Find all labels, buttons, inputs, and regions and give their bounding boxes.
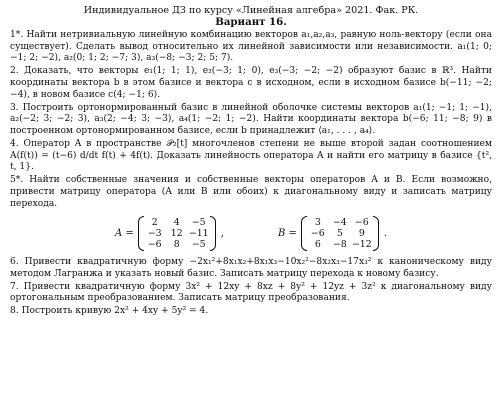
matrix-a-row	[144, 217, 210, 228]
matrix-a-cell: 2	[151, 217, 158, 229]
matrix-a-cell: −11	[188, 228, 209, 240]
task-6-text: 6. Привести квадратичную форму −2x₁²+8x₁x₂+8x₁x₃−10x₂²−8x₂x₃−17x₃² к каноническому виду методом Лагранжа и указать новый базис. Записать матрицу перехода к новому базису.	[10, 257, 492, 279]
matrix-b	[301, 216, 379, 251]
matrix-a-cell: −6	[147, 239, 162, 251]
matrix-a-cell: 4	[173, 217, 180, 229]
matrix-b-cell: 5	[336, 228, 343, 240]
task-3	[10, 103, 492, 138]
task-7	[10, 282, 492, 305]
matrix-b-cell: −12	[351, 239, 372, 251]
task-2-text: 2. Доказать, что векторы e₁(1; 1; 1), e₂(−3; 1; 0), e₃(−3; −2; −2) образуют базис в ℝ³. Найти координаты вектора b в этом базисе и вектора c в исходном, если в исходном базисе b(−11; −2; −4), в новом базисе c(4; −1; 6).	[10, 66, 492, 100]
matrix-a-cell: −5	[191, 239, 206, 251]
matrix-b-row	[307, 239, 373, 250]
matrix-a-punct: ,	[220, 227, 224, 239]
matrix-a-label: A =	[114, 227, 134, 239]
task-4-text: 4. Оператор A в пространстве 𝒫₂[t] многочленов степени не выше второй задан соотношением A(f(t)) = (t−6) d/dt f(t) + 4f(t). Доказать линейность оператора A и найти его матрицу в базисе {t², t, 1}.	[10, 139, 492, 173]
task-1	[10, 30, 492, 65]
task-1-text: 1*. Найти нетривиальную линейную комбинацию векторов a₁,a₂,a₃, равную ноль-вектору (если она существует). Сделать вывод относительно их линейной зависимости или независимости. a₁(1; 0; −1; 2; −2), a₂(0; 1; 2; −7; 3), a₃(−8; −3; 2; 5; 7).	[10, 30, 492, 64]
matrix-b-cell: 9	[358, 228, 365, 240]
task-8-text: 8. Построить кривую 2x² + 4xy + 5y² = 4.	[10, 306, 209, 317]
task-7-text: 7. Привести квадратичную форму 3x² + 12xy + 8xz + 8y² + 12yz + 3z² к диагональному виду ортогональным преобразованием. Записать матрицу преобразования.	[10, 281, 492, 304]
matrix-a-row	[144, 239, 210, 250]
matrix-b-row	[307, 217, 373, 228]
matrix-b-cell: −6	[354, 217, 369, 229]
task-8	[10, 306, 492, 318]
matrix-b-label: B =	[277, 227, 297, 239]
matrix-a-group	[115, 216, 224, 251]
operator-matrices	[10, 216, 492, 251]
matrix-b-punct: .	[383, 227, 388, 239]
matrix-b-group	[278, 216, 387, 251]
matrix-a-cell: −5	[191, 217, 206, 229]
matrix-b-cell: 6	[314, 239, 321, 251]
task-4	[10, 139, 492, 174]
matrix-b-row	[307, 228, 373, 239]
matrix-a	[138, 216, 216, 251]
variant-heading: Вариант 16.	[215, 15, 287, 28]
task-2	[10, 66, 492, 101]
matrix-a-row	[144, 228, 210, 239]
document-title: Индивидуальное ДЗ по курсу «Линейная алгебра» 2021. Фак. РК.	[83, 5, 419, 16]
task-5-text: 5*. Найти собственные значения и собственные векторы операторов A и B. Если возможно, привести матрицу оператора (A или B или обоих) к диагональному виду и записать матрицу перехода.	[10, 175, 492, 209]
task-3-text: 3. Построить ортонормированный базис в линейной оболочке системы векторов a₁(1; −1; 1; −1), a₂(−2; 3; −2; 3), a₃(2; −4; 3; −3), a₄(1; −2; 1; −2). Найти координаты вектора b(−6; 11; −8; 9) в построенном ортонормированном базисе, если b принадлежит ⟨a₁, . . . , a₄⟩.	[10, 102, 492, 136]
matrix-b-cell: −6	[310, 228, 325, 240]
task-6	[10, 257, 492, 280]
matrix-b-cell: −8	[332, 239, 347, 251]
matrix-a-cell: −3	[147, 228, 162, 240]
matrix-a-cell: 12	[170, 228, 183, 240]
task-5	[10, 175, 492, 210]
matrix-b-cell: 3	[314, 217, 321, 229]
matrix-b-cell: −4	[332, 217, 347, 229]
matrix-a-cell: 8	[173, 239, 180, 251]
